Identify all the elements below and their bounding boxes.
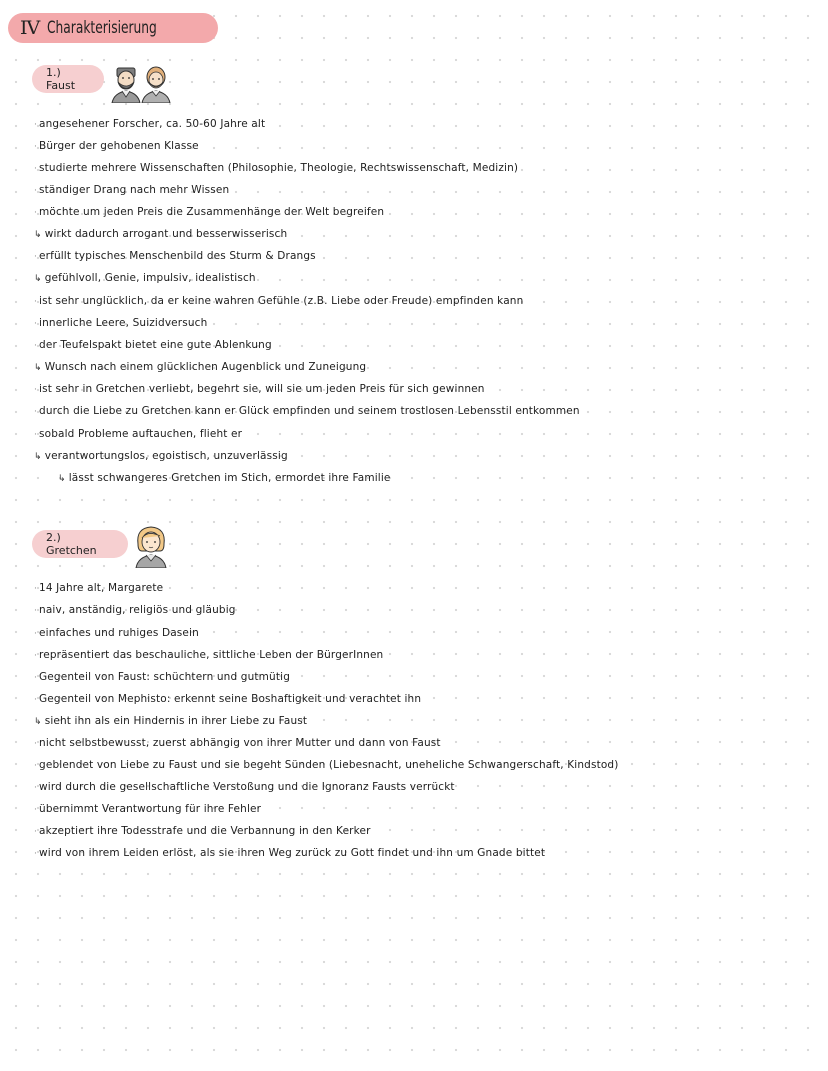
arrow-right-hook-icon: ↳ [34, 452, 42, 462]
faust-line: · sobald Probleme auftauchen, flieht er [34, 428, 243, 440]
bullet-dot-icon: · [34, 341, 38, 351]
bullet-dot-icon: · [34, 584, 38, 594]
faust-line: · Bürger der gehobenen Klasse [34, 140, 199, 152]
gretchen-line: · einfaches und ruhiges Dasein [34, 627, 199, 639]
section-heading-faust [32, 65, 104, 93]
faust-line: ↳ verantwortungslos, egoistisch, unzuverlässig [34, 450, 288, 462]
gretchen-line: · repräsentiert das beschauliche, sittliche Leben der BürgerInnen [34, 649, 384, 661]
gretchen-line: · nicht selbstbewusst, zuerst abhängig von ihrer Mutter und dann von Faust [34, 737, 441, 749]
bullet-dot-icon: · [34, 651, 38, 661]
chapter-title: Charakterisierung [47, 18, 158, 38]
gretchen-line: · naiv, anständig, religiös und gläubig [34, 604, 236, 616]
gretchen-line: · akzeptiert ihre Todesstrafe und die Verbannung in den Kerker [34, 825, 371, 837]
faust-line: ↳ gefühlvoll, Genie, impulsiv, idealistisch [34, 272, 256, 284]
section-heading-gretchen [32, 530, 128, 558]
bullet-dot-icon: · [34, 142, 38, 152]
gretchen-line: · geblendet von Liebe zu Faust und sie begeht Sünden (Liebesnacht, uneheliche Schwangerschaft, Kindstod) [34, 759, 619, 771]
faust-line: · möchte um jeden Preis die Zusammenhänge der Welt begreifen [34, 206, 385, 218]
bullet-dot-icon: · [34, 805, 38, 815]
gretchen-avatar-icon [132, 524, 170, 568]
bullet-dot-icon: · [34, 430, 38, 440]
faust-line: · innerliche Leere, Suizidversuch [34, 317, 208, 329]
gretchen-line: · Gegenteil von Faust: schüchtern und gutmütig [34, 671, 291, 683]
arrow-right-hook-icon: ↳ [58, 474, 66, 484]
faust-line: · der Teufelspakt bietet eine gute Ablenkung [34, 339, 272, 351]
bullet-dot-icon: · [34, 319, 38, 329]
bullet-dot-icon: · [34, 606, 38, 616]
bullet-dot-icon: · [34, 186, 38, 196]
bullet-dot-icon: · [34, 164, 38, 174]
gretchen-line: ↳ sieht ihn als ein Hindernis in ihrer Liebe zu Faust [34, 715, 308, 727]
bullet-dot-icon: · [34, 297, 38, 307]
faust-line: · studierte mehrere Wissenschaften (Philosophie, Theologie, Rechtswissenschaft, Medizin) [34, 162, 519, 174]
faust-line: · ständiger Drang nach mehr Wissen [34, 184, 230, 196]
gretchen-line: · wird durch die gesellschaftliche Verstoßung und die Ignoranz Fausts verrückt [34, 781, 455, 793]
gretchen-line: · Gegenteil von Mephisto: erkennt seine Boshaftigkeit und verachtet ihn [34, 693, 422, 705]
faust-line: ↳ lässt schwangeres Gretchen im Stich, ermordet ihre Familie [58, 472, 391, 484]
bullet-dot-icon: · [34, 849, 38, 859]
faust-line: ↳ wirkt dadurch arrogant und besserwisserisch [34, 228, 288, 240]
arrow-right-hook-icon: ↳ [34, 274, 42, 284]
bullet-dot-icon: · [34, 120, 38, 130]
gretchen-line: · übernimmt Verantwortung für ihre Fehler [34, 803, 262, 815]
faust-line: · durch die Liebe zu Gretchen kann er Glück empfinden und seinem trostlosen Lebensstil entkommen [34, 405, 580, 417]
bullet-dot-icon: · [34, 252, 38, 262]
bullet-dot-icon: · [34, 739, 38, 749]
bullet-dot-icon: · [34, 695, 38, 705]
arrow-right-hook-icon: ↳ [34, 363, 42, 373]
bullet-dot-icon: · [34, 385, 38, 395]
faust-line: · ist sehr unglücklich, da er keine wahren Gefühle (z.B. Liebe oder Freude) empfinden kann [34, 295, 524, 307]
gretchen-line: · 14 Jahre alt, Margarete [34, 582, 164, 594]
arrow-right-hook-icon: ↳ [34, 717, 42, 727]
bullet-dot-icon: · [34, 208, 38, 218]
chapter-title-banner [8, 13, 218, 43]
faust-line: ↳ Wunsch nach einem glücklichen Augenblick und Zuneigung [34, 361, 367, 373]
faust-line: · ist sehr in Gretchen verliebt, begehrt sie, will sie um jeden Preis für sich gewinnen [34, 383, 485, 395]
chapter-numeral: IV [20, 17, 40, 39]
faust-line: · angesehener Forscher, ca. 50-60 Jahre alt [34, 118, 266, 130]
faust-and-mephisto-avatar-icon [108, 63, 178, 103]
bullet-dot-icon: · [34, 629, 38, 639]
bullet-dot-icon: · [34, 827, 38, 837]
bullet-dot-icon: · [34, 673, 38, 683]
bullet-dot-icon: · [34, 783, 38, 793]
section-label: 2.) Gretchen [46, 531, 97, 557]
gretchen-line: · wird von ihrem Leiden erlöst, als sie ihren Weg zurück zu Gott findet und ihn um Gnade bittet [34, 847, 546, 859]
faust-line: · erfüllt typisches Menschenbild des Sturm & Drangs [34, 250, 316, 262]
bullet-dot-icon: · [34, 407, 38, 417]
arrow-right-hook-icon: ↳ [34, 230, 42, 240]
bullet-dot-icon: · [34, 761, 38, 771]
section-label: 1.) Faust [46, 66, 76, 92]
